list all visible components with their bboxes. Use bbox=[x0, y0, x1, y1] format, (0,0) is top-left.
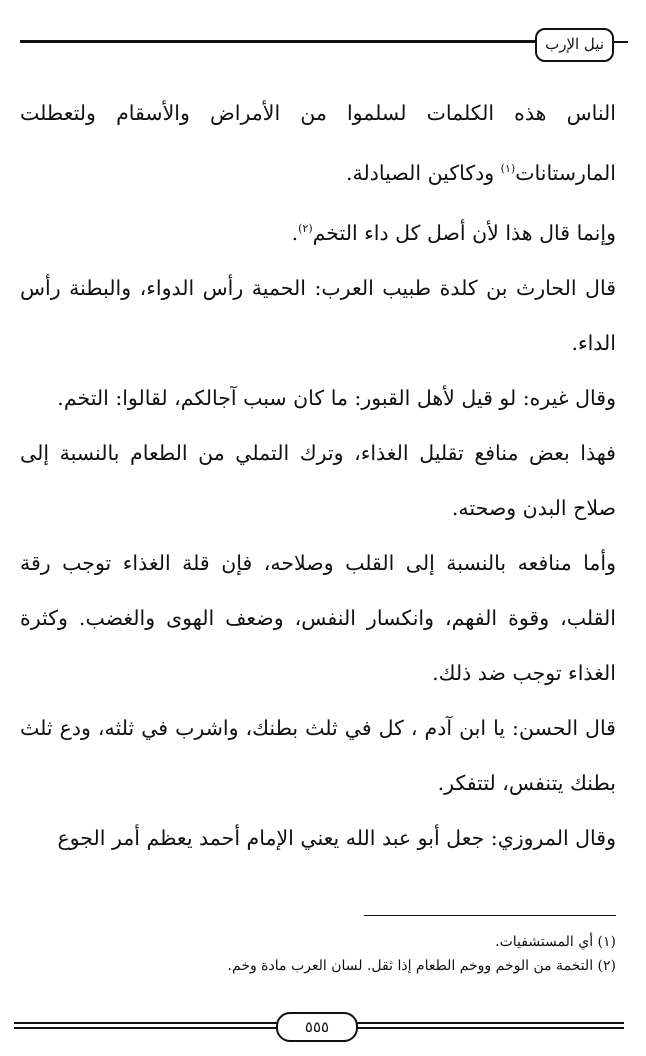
footnote-1: (١) أي المستشفيات. bbox=[495, 934, 616, 950]
paragraph-1 bbox=[20, 86, 616, 201]
footnote-2: (٢) التخمة من الوخم ووخم الطعام إذا ثقل. لسان العرب مادة وخم. bbox=[227, 958, 616, 974]
footnote-separator bbox=[364, 915, 616, 916]
paragraph-4: وقال غيره: لو قيل لأهل القبور: ما كان سبب آجالكم، لقالوا: التخم. bbox=[57, 385, 616, 410]
paragraph-5: فهذا بعض منافع تقليل الغذاء، وترك التملي من الطعام بالنسبة إلى صلاح البدن وصحته. bbox=[20, 440, 616, 520]
paragraph-1-text: الناس هذه الكلمات لسلموا من الأمراض والأسقام ولتعطلت المارستانات bbox=[20, 101, 616, 185]
paragraph-1-end: ودكاكين الصيادلة. bbox=[346, 160, 501, 185]
page-body bbox=[20, 86, 616, 866]
header-rule bbox=[20, 40, 538, 43]
footnotes bbox=[20, 930, 616, 978]
page-number: ٥٥٥ bbox=[276, 1012, 358, 1042]
footnote-ref-2: (٢) bbox=[298, 221, 313, 235]
paragraph-7: قال الحسن: يا ابن آدم ، كل في ثلث بطنك، واشرب في ثلثه، ودع ثلث بطنك يتنفس، لتتفكر. bbox=[20, 715, 616, 795]
paragraph-8: وقال المروزي: جعل أبو عبد الله يعني الإمام أحمد يعظم أمر الجوع bbox=[57, 825, 616, 850]
paragraph-3: قال الحارث بن كلدة طبيب العرب: الحمية رأس الدواء، والبطنة رأس الداء. bbox=[20, 275, 616, 355]
paragraph-6: وأما منافعه بالنسبة إلى القلب وصلاحه، فإن قلة الغذاء توجب رقة القلب، وقوة الفهم، وانكسار النفس، وضعف الهوى والغضب. وكثرة الغذاء توجب ضد ذلك. bbox=[20, 550, 616, 685]
book-title-header: نيل الإرب bbox=[535, 28, 614, 62]
paragraph-2 bbox=[20, 201, 616, 261]
header-rule-end bbox=[614, 41, 628, 43]
footnote-ref-1: (١) bbox=[500, 162, 516, 175]
paragraph-2-text: وإنما قال هذا لأن أصل كل داء التخم bbox=[312, 220, 616, 245]
paragraph-2-end: . bbox=[291, 220, 299, 245]
